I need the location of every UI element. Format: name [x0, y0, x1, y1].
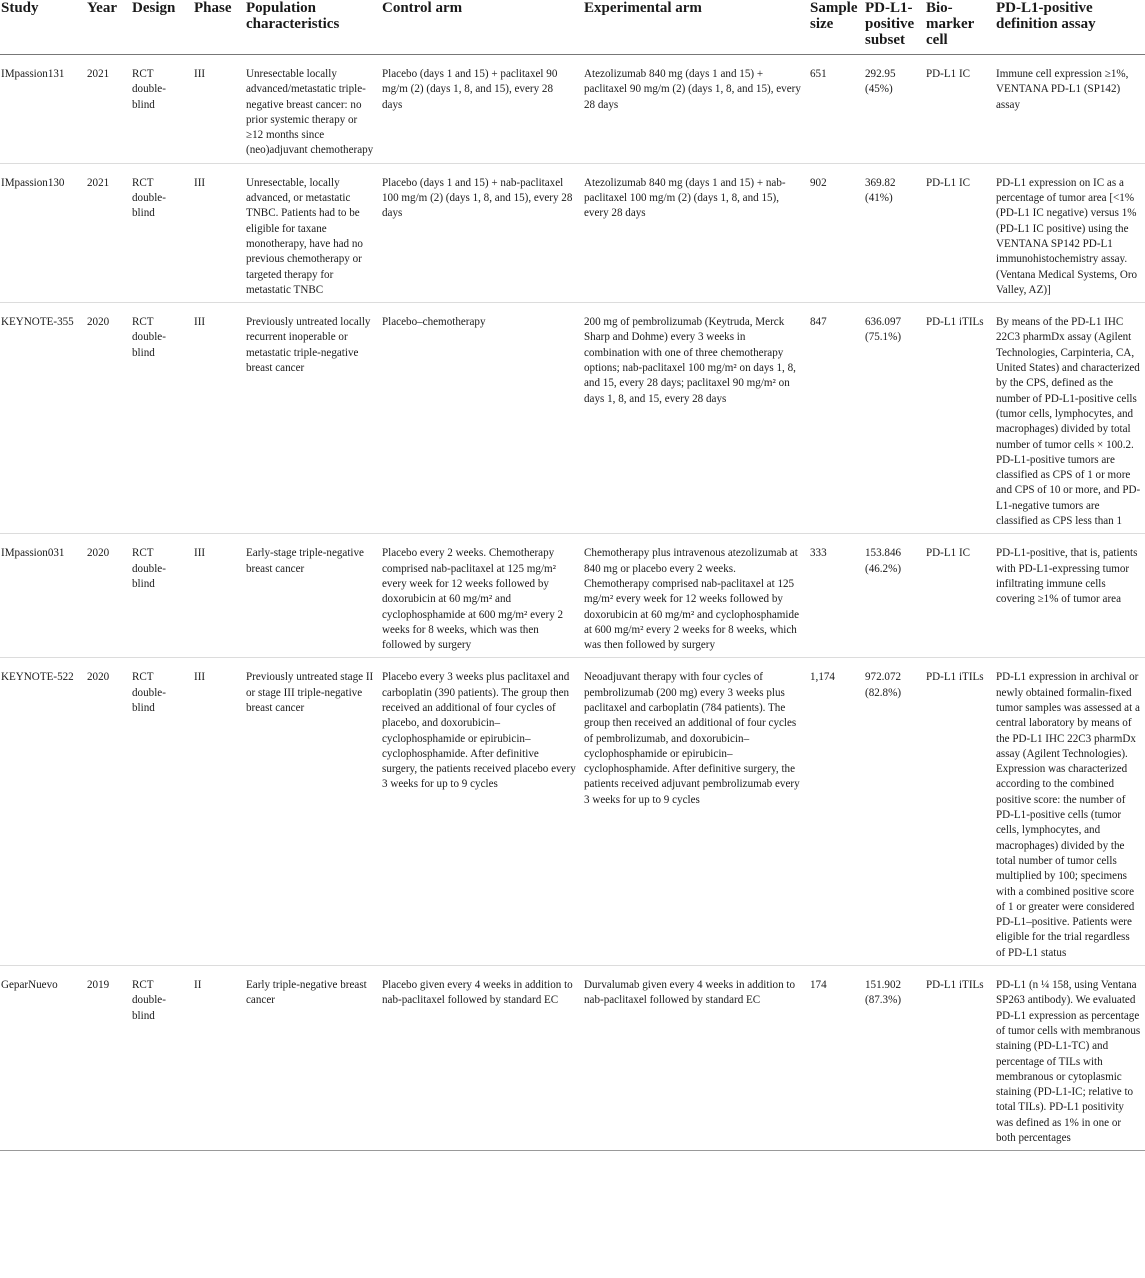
header-year: Year — [83, 0, 128, 55]
cell-year: 2020 — [83, 303, 128, 534]
cell-phase: III — [190, 534, 242, 658]
cell-experimental-arm: Atezolizumab 840 mg (days 1 and 15) + paclitaxel 90 mg/m (2) (days 1, 8, and 15), every 28 days — [580, 55, 806, 164]
cell-control-arm: Placebo (days 1 and 15) + paclitaxel 90 mg/m (2) (days 1, 8, and 15), every 28 days — [378, 55, 580, 164]
cell-assay: PD-L1 expression in archival or newly obtained formalin-fixed tumor samples was assessed at a central laboratory by means of the PD-L1 IHC 22C3 pharmDx assay (Agilent Technologies). Expression was characterized according to the combined positive score: the number of PD-L1-positive cells (tumor cells, lymphocytes, and macrophages) divided by the total number of tumor cells multiplied by 100; specimens with a combined positive score of 1 or greater were considered PD-L1–positive. Patients were eligible for the trial regardless of PD-L1 status — [992, 658, 1145, 966]
cell-experimental-arm: Atezolizumab 840 mg (days 1 and 15) + nab-paclitaxel 100 mg/m (2) (days 1, 8, and 15), every 28 days — [580, 163, 806, 302]
cell-pdl1-subset: 153.846 (46.2%) — [861, 534, 922, 658]
cell-population: Unresectable locally advanced/metastatic triple-negative breast cancer: no prior systemic therapy or ≥12 months since (neo)adjuvant chemotherapy — [242, 55, 378, 164]
cell-biomarker-cell: PD-L1 IC — [922, 55, 992, 164]
header-control-arm: Control arm — [378, 0, 580, 55]
cell-year: 2021 — [83, 163, 128, 302]
cell-assay: PD-L1 (n ¼ 158, using Ventana SP263 antibody). We evaluated PD-L1 expression as percentage of tumor cells with membranous staining (PD-L1-TC) and percentage of TILs with membranous or cytoplasmic staining (PD-L1-IC; relative to total TILs). PD-L1 positivity was defined as 1% in one or both percentages — [992, 966, 1145, 1151]
cell-study: KEYNOTE-355 — [0, 303, 83, 534]
cell-phase: III — [190, 163, 242, 302]
header-pdl1-subset: PD-L1-positive subset — [861, 0, 922, 55]
cell-study: IMpassion031 — [0, 534, 83, 658]
cell-design: RCT double-blind — [128, 658, 190, 966]
header-experimental-arm: Experimental arm — [580, 0, 806, 55]
cell-design: RCT double-blind — [128, 55, 190, 164]
cell-phase: III — [190, 658, 242, 966]
cell-study: IMpassion130 — [0, 163, 83, 302]
cell-biomarker-cell: PD-L1 iTILs — [922, 966, 992, 1151]
cell-sample-size: 651 — [806, 55, 861, 164]
cell-phase: II — [190, 966, 242, 1151]
cell-experimental-arm: Chemotherapy plus intravenous atezolizumab at 840 mg or placebo every 2 weeks. Chemotherapy comprised nab-paclitaxel at 125 mg/m² every week for 12 weeks followed by doxorubicin at 60 mg/m² and cyclophosphamide at 600 mg/m² every 2 weeks for 8 weeks, which was then followed by surgery — [580, 534, 806, 658]
cell-pdl1-subset: 636.097 (75.1%) — [861, 303, 922, 534]
cell-pdl1-subset: 151.902 (87.3%) — [861, 966, 922, 1151]
cell-control-arm: Placebo every 3 weeks plus paclitaxel and carboplatin (390 patients). The group then received an additional of four cycles of placebo, and doxorubicin–cyclophosphamide or epirubicin–cyclophosphamide. After definitive surgery, the patients received placebo every 3 weeks for up to 9 cycles — [378, 658, 580, 966]
cell-population: Previously untreated locally recurrent inoperable or metastatic triple-negative breast cancer — [242, 303, 378, 534]
cell-assay: PD-L1 expression on IC as a percentage of tumor area [<1% (PD-L1 IC negative) versus 1% (PD-L1 IC positive) using the VENTANA SP142 PD-L1 immunohistochemistry assay. (Ventana Medical Systems, Oro Valley, AZ)] — [992, 163, 1145, 302]
header-phase: Phase — [190, 0, 242, 55]
header-population: Population characteristics — [242, 0, 378, 55]
cell-pdl1-subset: 972.072 (82.8%) — [861, 658, 922, 966]
cell-experimental-arm: 200 mg of pembrolizumab (Keytruda, Merck Sharp and Dohme) every 3 weeks in combination with one of three chemotherapy options; nab-paclitaxel 100 mg/m² on days 1, 8, and 15, every 28 days; paclitaxel 90 mg/m² on days 1, 8, and 15, every 28 days — [580, 303, 806, 534]
cell-assay: Immune cell expression ≥1%, VENTANA PD-L1 (SP142) assay — [992, 55, 1145, 164]
cell-phase: III — [190, 303, 242, 534]
cell-study: IMpassion131 — [0, 55, 83, 164]
header-biomarker-cell: Bio-marker cell — [922, 0, 992, 55]
table-row — [0, 163, 1145, 302]
cell-study: GeparNuevo — [0, 966, 83, 1151]
cell-year: 2021 — [83, 55, 128, 164]
cell-sample-size: 333 — [806, 534, 861, 658]
cell-control-arm: Placebo–chemotherapy — [378, 303, 580, 534]
cell-assay: By means of the PD-L1 IHC 22C3 pharmDx assay (Agilent Technologies, Carpinteria, CA, United States) and characterized by the CPS, defined as the number of PD-L1-positive cells (tumor cells, lymphocytes, and macrophages) divided by total number of tumor cells × 100.2. PD-L1-positive tumors are classified as CPS of 1 or more and CPS of 10 or more, and PD-L1-negative tumors are classified as CPS less than 1 — [992, 303, 1145, 534]
cell-population: Unresectable, locally advanced, or metastatic TNBC. Patients had to be eligible for taxane monotherapy, have had no previous chemotherapy or targeted therapy for metastatic TNBC — [242, 163, 378, 302]
table-row — [0, 534, 1145, 658]
cell-biomarker-cell: PD-L1 IC — [922, 534, 992, 658]
cell-biomarker-cell: PD-L1 iTILs — [922, 303, 992, 534]
cell-sample-size: 1,174 — [806, 658, 861, 966]
header-study: Study — [0, 0, 83, 55]
cell-sample-size: 174 — [806, 966, 861, 1151]
header-design: Design — [128, 0, 190, 55]
cell-pdl1-subset: 369.82 (41%) — [861, 163, 922, 302]
cell-population: Previously untreated stage II or stage III triple-negative breast cancer — [242, 658, 378, 966]
header-assay: PD-L1-positive definition assay — [992, 0, 1145, 55]
table-row — [0, 658, 1145, 966]
cell-population: Early triple-negative breast cancer — [242, 966, 378, 1151]
cell-experimental-arm: Durvalumab given every 4 weeks in addition to nab-paclitaxel followed by standard EC — [580, 966, 806, 1151]
cell-year: 2020 — [83, 534, 128, 658]
cell-year: 2020 — [83, 658, 128, 966]
cell-assay: PD-L1-positive, that is, patients with PD-L1-expressing tumor infiltrating immune cells covering ≥1% of tumor area — [992, 534, 1145, 658]
cell-phase: III — [190, 55, 242, 164]
cell-biomarker-cell: PD-L1 iTILs — [922, 658, 992, 966]
cell-study: KEYNOTE-522 — [0, 658, 83, 966]
cell-design: RCT double-blind — [128, 966, 190, 1151]
cell-control-arm: Placebo given every 4 weeks in addition to nab-paclitaxel followed by standard EC — [378, 966, 580, 1151]
cell-biomarker-cell: PD-L1 IC — [922, 163, 992, 302]
table-row — [0, 303, 1145, 534]
cell-year: 2019 — [83, 966, 128, 1151]
cell-design: RCT double-blind — [128, 163, 190, 302]
header-row — [0, 0, 1145, 55]
cell-control-arm: Placebo (days 1 and 15) + nab-paclitaxel 100 mg/m (2) (days 1, 8, and 15), every 28 days — [378, 163, 580, 302]
cell-design: RCT double-blind — [128, 534, 190, 658]
cell-population: Early-stage triple-negative breast cancer — [242, 534, 378, 658]
cell-sample-size: 902 — [806, 163, 861, 302]
header-sample-size: Sample size — [806, 0, 861, 55]
cell-pdl1-subset: 292.95 (45%) — [861, 55, 922, 164]
cell-design: RCT double-blind — [128, 303, 190, 534]
table-row — [0, 55, 1145, 164]
cell-experimental-arm: Neoadjuvant therapy with four cycles of pembrolizumab (200 mg) every 3 weeks plus paclitaxel and carboplatin (784 patients). The group then received an additional of four cycles of pembrolizumab, and doxorubicin–cyclophosphamide or epirubicin–cyclophosphamide. After definitive surgery, the patients received adjuvant pembrolizumab every 3 weeks for up to 9 cycles — [580, 658, 806, 966]
cell-sample-size: 847 — [806, 303, 861, 534]
table-row — [0, 966, 1145, 1151]
cell-control-arm: Placebo every 2 weeks. Chemotherapy comprised nab-paclitaxel at 125 mg/m² every week for 12 weeks followed by doxorubicin at 60 mg/m² and cyclophosphamide at 600 mg/m² every 2 weeks for 8 weeks, which was then followed by surgery — [378, 534, 580, 658]
